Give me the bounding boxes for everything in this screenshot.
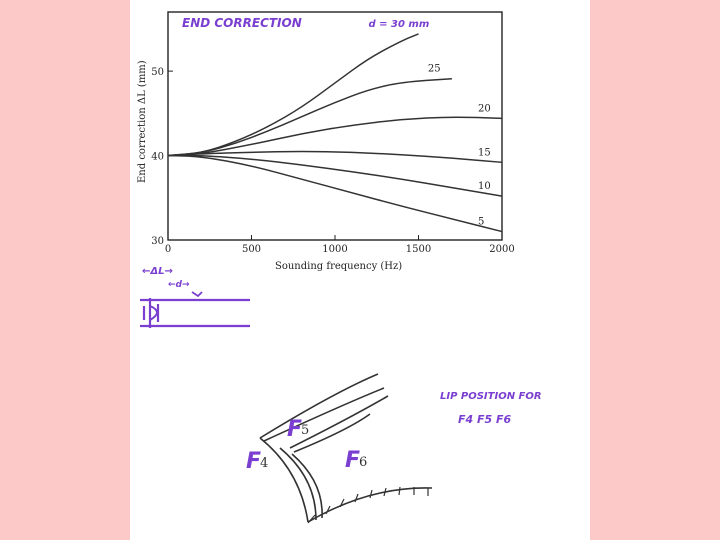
x-tick-label: 1500: [405, 244, 432, 255]
slide-page: [130, 0, 590, 540]
curve-label-10: 10: [478, 181, 491, 193]
x-tick-label: 1000: [322, 244, 348, 255]
lip-curve-1: [260, 374, 378, 438]
curve-label-20: 20: [478, 103, 491, 115]
curve-d-5: [168, 156, 502, 232]
y-axis-label: End correction ΔL (mm): [137, 60, 148, 183]
tube-sketch: [140, 266, 250, 328]
y-tick-label: 50: [151, 67, 164, 79]
curve-d-25: [168, 79, 452, 156]
lip-position-forms: F4 F5 F6: [458, 413, 512, 426]
d-arrow-label: ←d→: [168, 280, 190, 290]
curve-label-5: 5: [478, 216, 485, 228]
x-tick-label: 500: [241, 244, 262, 255]
curve-group: [168, 34, 502, 232]
f5-letter: F: [287, 417, 303, 442]
curve-labels: [369, 19, 491, 228]
delta-l-arrow-label: ←ΔL→: [142, 266, 173, 277]
curve-label-25: 25: [427, 63, 441, 75]
y-tick-label: 30: [151, 236, 164, 247]
end-correction-chart: [137, 12, 515, 272]
f5-subscript: 5: [301, 423, 310, 438]
lip-position-caption: LIP POSITION FOR: [440, 391, 542, 402]
y-tick-label: 40: [151, 151, 164, 163]
small-marker: [192, 292, 202, 296]
chart-title: END CORRECTION: [182, 16, 302, 30]
f4-subscript: 4: [260, 456, 269, 471]
x-tick-label: 2000: [489, 244, 515, 255]
axis-ticks: [151, 67, 514, 255]
lip-curve-2: [264, 388, 384, 441]
f6-letter: F: [345, 448, 361, 473]
curve-d-10: [168, 156, 502, 197]
plot-frame: [168, 12, 502, 240]
x-tick-label: 0: [164, 244, 172, 255]
curve-d-30: [168, 34, 419, 156]
f6-subscript: 6: [359, 455, 368, 470]
curve-label-30: d = 30 mm: [368, 18, 430, 30]
x-axis-label: Sounding frequency (Hz): [275, 261, 403, 272]
hatch-marks: [308, 487, 428, 523]
curve-label-15: 15: [478, 147, 491, 159]
slide-canvas: [130, 0, 590, 540]
curve-d-20: [168, 117, 502, 155]
f4-letter: F: [246, 449, 262, 474]
